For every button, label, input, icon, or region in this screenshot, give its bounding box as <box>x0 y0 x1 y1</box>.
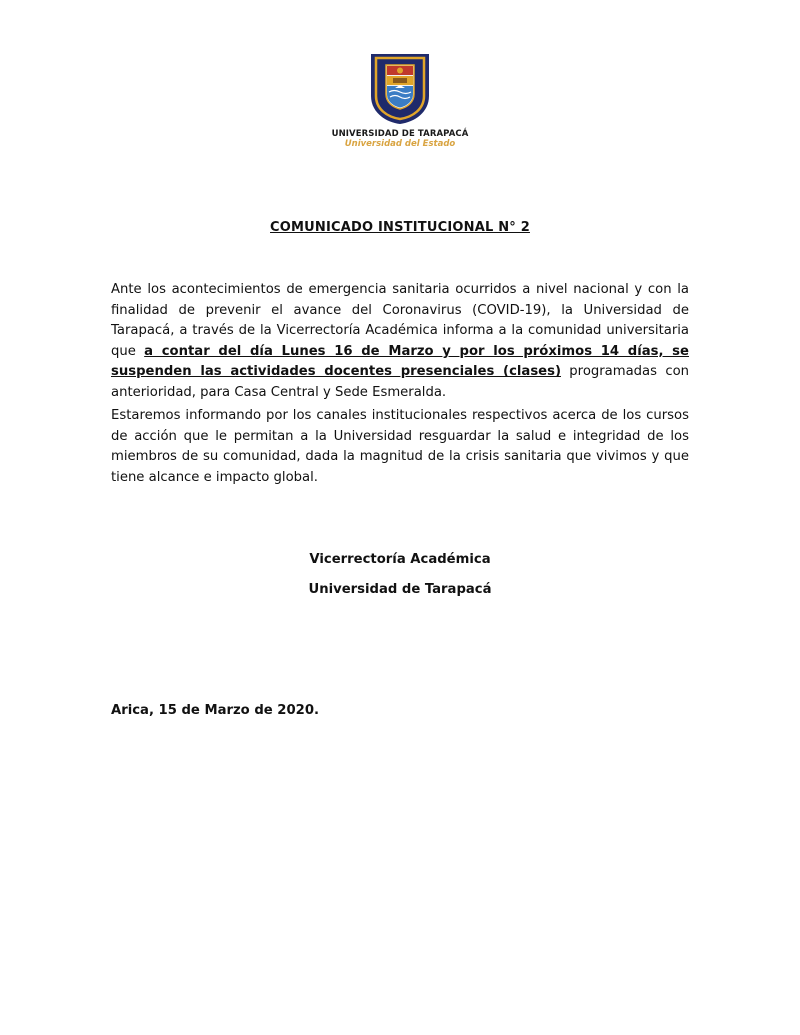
dateline: Arica, 15 de Marzo de 2020. <box>111 703 320 718</box>
paragraph-intro: Ante los acontecimientos de emergencia sanitaria ocurridos a nivel nacional y con la finalidad de prevenir el avance del Coronavirus (COVID-19), la Universidad de Tarapacá, a través de la Vicerrectoría Académica informa a la comunidad universitaria que <box>111 282 689 359</box>
document-title: COMUNICADO INSTITUCIONAL N° 2 <box>270 220 530 235</box>
signature-university: Universidad de Tarapacá <box>308 582 492 597</box>
university-name: UNIVERSIDAD DE TARAPACÁ <box>331 129 469 139</box>
paragraph-highlight: a contar del día Lunes 16 de Marzo y por los próximos 14 días, se suspenden las actividades docentes presenciales (clases) <box>111 343 689 380</box>
university-logo <box>0 52 800 149</box>
paragraph-announcement <box>111 280 689 404</box>
paragraph-outro: programadas con anterioridad, para Casa Central y Sede Esmeralda. <box>111 364 689 400</box>
university-crest-icon <box>369 52 431 126</box>
university-tagline: Universidad del Estado <box>344 139 456 149</box>
paragraph-followup: Estaremos informando por los canales institucionales respectivos acerca de los cursos de acción que le permitan a la Universidad resguardar la salud e integridad de los miembros de su comunidad, dada la magnitud de la crisis sanitaria que vivimos y que tiene alcance e impacto global. <box>111 408 689 485</box>
signature-office: Vicerrectoría Académica <box>309 552 491 567</box>
